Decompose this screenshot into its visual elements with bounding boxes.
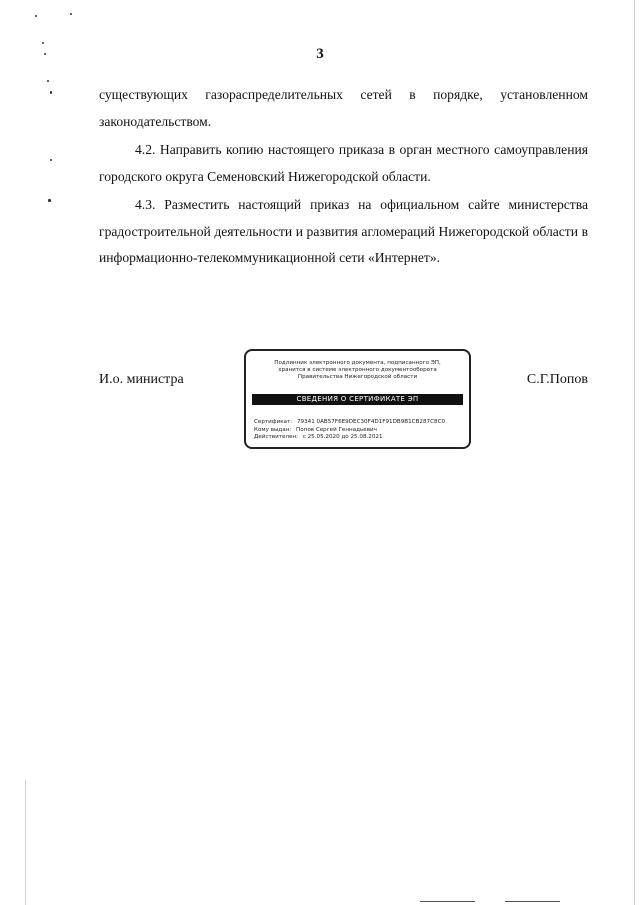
stamp-note bbox=[246, 360, 469, 381]
stamp-note-line: хранится в системе электронного документооборота bbox=[278, 367, 437, 373]
scan-mark bbox=[48, 199, 51, 202]
paragraph-continuation bbox=[99, 82, 588, 135]
scan-edge-line bbox=[634, 0, 635, 905]
signatory-role: И.о. министра bbox=[99, 372, 184, 387]
paragraph-text: 4.3. Разместить настоящий приказ на официальном сайте министерства градостроительной деятельности и развития агломераций Нижегородской области в информационно-телекоммуникационной сети «Интернет». bbox=[99, 197, 588, 265]
paragraph-item-4-2 bbox=[99, 137, 588, 190]
scan-mark bbox=[50, 159, 52, 161]
stamp-note-line: Правительства Нижегородской области bbox=[297, 374, 418, 380]
certificate-row bbox=[254, 419, 463, 427]
page-number: 3 bbox=[316, 46, 324, 62]
scan-edge-line bbox=[25, 780, 26, 905]
certificate-value: 79341 0AB57F6E9DEC30F4D1F91DB9B1CB287C8C0 bbox=[296, 419, 446, 425]
issued-to-row bbox=[254, 427, 463, 435]
signatory-name: С.Г.Попов bbox=[526, 372, 588, 387]
paragraph-text: существующих газораспределительных сетей в порядке, установленном законодательством. bbox=[99, 87, 588, 129]
electronic-signature-stamp bbox=[244, 349, 471, 449]
paragraph-item-4-3 bbox=[99, 192, 588, 272]
scan-mark bbox=[47, 80, 49, 82]
certificate-label: Сертификат: bbox=[254, 419, 293, 425]
scan-mark bbox=[42, 42, 44, 44]
stamp-certificate-details bbox=[254, 419, 463, 442]
paragraph-text: 4.2. Направить копию настоящего приказа в орган местного самоуправления городского округа Семеновский Нижегородской области. bbox=[99, 142, 588, 184]
stamp-heading: СВЕДЕНИЯ О СЕРТИФИКАТЕ ЭП bbox=[252, 394, 463, 405]
validity-row bbox=[254, 434, 463, 442]
issued-to-label: Кому выдан: bbox=[254, 426, 292, 433]
scan-mark bbox=[70, 13, 72, 15]
scan-mark bbox=[35, 15, 37, 17]
validity-value: с 25.05.2020 до 25.08.2021 bbox=[302, 434, 383, 440]
scan-edge-line bbox=[420, 901, 475, 902]
scan-edge-line bbox=[505, 901, 560, 902]
validity-label: Действителен: bbox=[254, 434, 298, 440]
issued-to-value: Попов Сергей Геннадьевич bbox=[296, 426, 377, 433]
scan-mark bbox=[50, 91, 52, 94]
stamp-note-line: Подлинник электронного документа, подписанного ЭП, bbox=[274, 360, 441, 366]
